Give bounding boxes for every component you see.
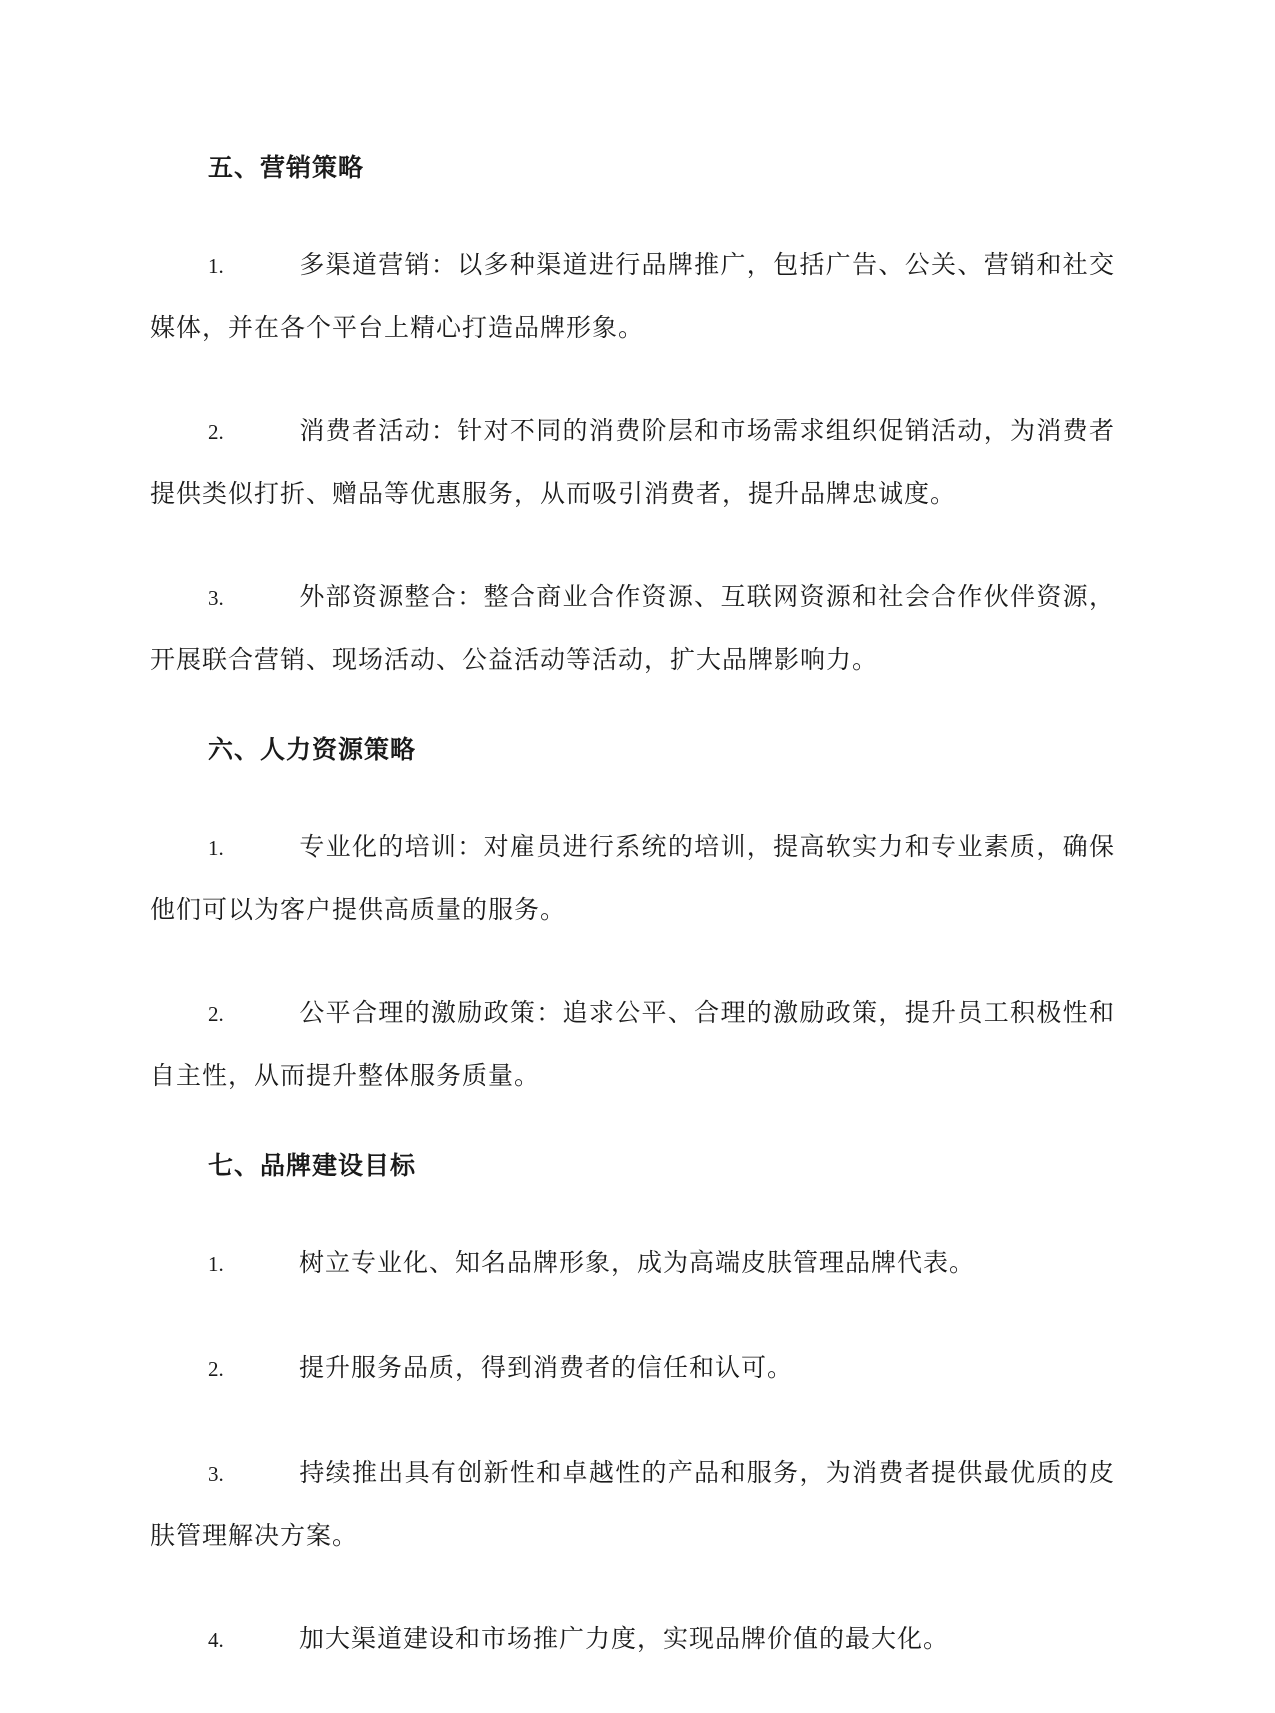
list-number: 2. [208,1357,224,1381]
list-text: 公平合理的激励政策：追求公平、合理的激励政策，提升员工积极性和自主性，从而提升整体服务质量。 [150,998,1115,1090]
list-number: 4. [208,1628,224,1652]
list-text: 持续推出具有创新性和卓越性的产品和服务，为消费者提供最优质的皮肤管理解决方案。 [150,1458,1115,1550]
list-item [150,816,1115,940]
list-item [150,1232,1115,1295]
list-number: 2. [208,420,224,444]
list-text: 外部资源整合：整合商业合作资源、互联网资源和社会合作伙伴资源，开展联合营销、现场活动、公益活动等活动，扩大品牌影响力。 [150,582,1115,674]
list-text: 树立专业化、知名品牌形象，成为高端皮肤管理品牌代表。 [299,1248,976,1277]
list-text: 专业化的培训：对雇员进行系统的培训，提高软实力和专业素质，确保他们可以为客户提供高质量的服务。 [150,832,1115,924]
list-item [150,1608,1115,1671]
list-item [150,1442,1115,1566]
list-item [150,234,1115,358]
list-text: 消费者活动：针对不同的消费阶层和市场需求组织促销活动，为消费者提供类似打折、赠品等优惠服务，从而吸引消费者，提升品牌忠诚度。 [150,416,1115,508]
section-heading-marketing: 五、营销策略 [208,153,365,182]
section-heading-brand-goals: 七、品牌建设目标 [208,1151,417,1180]
list-number: 1. [208,254,224,278]
list-number: 2. [208,1002,224,1026]
section-heading-hr: 六、人力资源策略 [208,735,417,764]
list-number: 3. [208,1462,224,1486]
list-number: 3. [208,586,224,610]
document-body [150,150,1115,1713]
list-number: 1. [208,1252,224,1276]
list-text: 加大渠道建设和市场推广力度，实现品牌价值的最大化。 [299,1624,950,1653]
list-text: 多渠道营销：以多种渠道进行品牌推广，包括广告、公关、营销和社交媒体，并在各个平台上精心打造品牌形象。 [150,250,1115,342]
list-item [150,1337,1115,1400]
list-number: 1. [208,836,224,860]
list-item [150,982,1115,1106]
list-item [150,400,1115,524]
list-text: 提升服务品质，得到消费者的信任和认可。 [299,1353,794,1382]
list-item [150,566,1115,690]
